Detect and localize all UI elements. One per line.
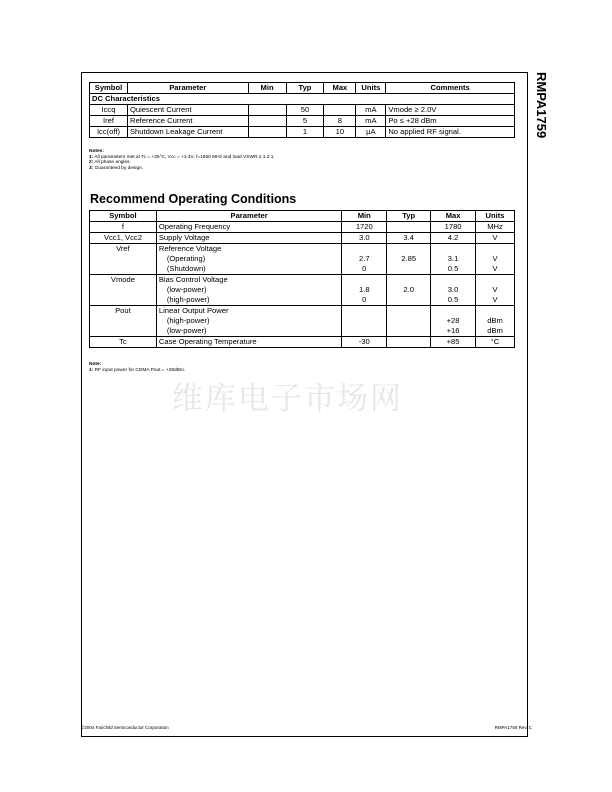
- cell-line: [344, 244, 384, 254]
- min-cell: [342, 233, 387, 244]
- cell-line: 3.1: [447, 254, 459, 263]
- notes-title: Note:: [89, 362, 102, 367]
- cell-line: [389, 306, 428, 316]
- note-block: [89, 362, 185, 373]
- cell-line: V: [492, 264, 498, 273]
- cell-line: +85: [446, 337, 460, 346]
- typ-cell: [387, 337, 431, 348]
- cell-line: 3.0: [447, 285, 459, 294]
- cell-line: Supply Voltage: [158, 233, 210, 242]
- param-cell: [156, 306, 341, 337]
- units-cell: [476, 306, 515, 337]
- cell-line: [389, 326, 428, 336]
- table-cell: Icc(off): [90, 127, 128, 138]
- param-cell: [156, 337, 341, 348]
- typ-cell: [387, 244, 431, 275]
- note-item: [89, 368, 185, 374]
- table-cell: 1: [286, 127, 324, 138]
- table-cell: No applied RF signal.: [386, 127, 515, 138]
- table-cell: Shutdown Leakage Current: [127, 127, 248, 138]
- cell-line: 3.0: [359, 233, 370, 242]
- note-item: [89, 166, 275, 172]
- units-cell: [476, 222, 515, 233]
- symbol-cell: Vcc1, Vcc2: [90, 233, 157, 244]
- table-row: [90, 275, 515, 306]
- cell-line: dBm: [487, 316, 503, 325]
- column-header: Symbol: [90, 83, 128, 94]
- units-cell: [476, 233, 515, 244]
- cell-line: +28: [446, 316, 460, 325]
- table-row: [90, 127, 515, 138]
- table-cell: Reference Current: [127, 116, 248, 127]
- typ-cell: [387, 233, 431, 244]
- cell-line: (high-power): [166, 295, 210, 304]
- cell-line: [389, 264, 428, 274]
- table-cell: [248, 127, 286, 138]
- min-cell: [342, 222, 387, 233]
- column-header: Units: [356, 83, 386, 94]
- symbol-cell: Vref: [90, 244, 157, 275]
- cell-line: [389, 244, 428, 254]
- param-cell: [156, 244, 341, 275]
- section-title: DC Characteristics: [90, 94, 515, 105]
- table-row: [90, 222, 515, 233]
- units-cell: [476, 337, 515, 348]
- typ-cell: [387, 222, 431, 233]
- symbol-cell: Vmode: [90, 275, 157, 306]
- cell-line: 0.5: [447, 264, 459, 273]
- param-cell: [156, 222, 341, 233]
- cell-line: (Shutdown): [166, 264, 206, 273]
- section-heading: Recommend Operating Conditions: [90, 192, 297, 206]
- table-cell: Quiescent Current: [127, 105, 248, 116]
- symbol-cell: Pout: [90, 306, 157, 337]
- cell-line: [433, 244, 473, 254]
- cell-line: 4.2: [447, 233, 459, 242]
- cell-line: [344, 275, 384, 285]
- table-row: [90, 306, 515, 337]
- column-header: Parameter: [127, 83, 248, 94]
- max-cell: [431, 306, 476, 337]
- table-row: [90, 244, 515, 275]
- param-cell: [156, 275, 341, 306]
- max-cell: [431, 275, 476, 306]
- table-row: [90, 116, 515, 127]
- cell-line: V: [492, 233, 498, 242]
- cell-line: +16: [446, 326, 460, 335]
- min-cell: [342, 306, 387, 337]
- cell-line: 0: [362, 264, 367, 273]
- table-cell: [248, 116, 286, 127]
- symbol-cell: Tc: [90, 337, 157, 348]
- cell-line: [389, 275, 428, 285]
- table-cell: 8: [324, 116, 356, 127]
- max-cell: [431, 233, 476, 244]
- table-cell: mA: [356, 116, 386, 127]
- cell-line: 2.7: [359, 254, 370, 263]
- cell-line: [478, 244, 512, 254]
- column-header: Comments: [386, 83, 515, 94]
- cell-line: [478, 306, 512, 316]
- cell-line: [389, 295, 428, 305]
- column-header: Max: [324, 83, 356, 94]
- notes-block: [89, 149, 275, 171]
- dc-characteristics-table: [89, 82, 515, 138]
- max-cell: [431, 244, 476, 275]
- typ-cell: [387, 306, 431, 337]
- min-cell: [342, 275, 387, 306]
- column-header: Typ: [387, 211, 431, 222]
- cell-line: Bias Control Voltage: [158, 275, 228, 284]
- column-header: Min: [248, 83, 286, 94]
- table-cell: Vmode ≥ 2.0V: [386, 105, 515, 116]
- table-row: [90, 337, 515, 348]
- cell-line: 0: [362, 295, 367, 304]
- cell-line: 2.0: [403, 285, 414, 294]
- param-cell: [156, 233, 341, 244]
- cell-line: [344, 326, 384, 336]
- cell-line: -30: [358, 337, 370, 346]
- cell-line: Reference Voltage: [158, 244, 222, 253]
- note-text: All phase angles.: [94, 160, 131, 166]
- note-text: All parameters met at Tc = +25°C, Vcc = +3.4V, f=1950 MHz and load VSWR ≤ 1.2:1.: [94, 154, 275, 160]
- cell-line: 1720: [355, 222, 373, 231]
- cell-line: MHz: [487, 222, 503, 231]
- max-cell: [431, 222, 476, 233]
- cell-line: 3.4: [403, 233, 414, 242]
- cell-line: [344, 306, 384, 316]
- cell-line: 0.5: [447, 295, 459, 304]
- cell-line: 1.8: [359, 285, 370, 294]
- min-cell: [342, 244, 387, 275]
- cell-line: (high-power): [166, 316, 210, 325]
- cell-line: (Operating): [166, 254, 206, 263]
- cell-line: [433, 275, 473, 285]
- cell-line: [344, 316, 384, 326]
- cell-line: [389, 337, 428, 347]
- table-cell: 5: [286, 116, 324, 127]
- table-cell: mA: [356, 105, 386, 116]
- column-header: Max: [431, 211, 476, 222]
- min-cell: [342, 337, 387, 348]
- watermark: 维库电子市场网: [172, 381, 403, 417]
- cell-line: [433, 306, 473, 316]
- table-cell: Iref: [90, 116, 128, 127]
- units-cell: [476, 244, 515, 275]
- cell-line: [478, 275, 512, 285]
- cell-line: °C: [490, 337, 500, 346]
- cell-line: Operating Frequency: [158, 222, 231, 231]
- cell-line: 1780: [444, 222, 462, 231]
- symbol-cell: f: [90, 222, 157, 233]
- table-cell: 50: [286, 105, 324, 116]
- table-cell: 10: [324, 127, 356, 138]
- side-title: [533, 72, 549, 162]
- column-header: Units: [476, 211, 515, 222]
- units-cell: [476, 275, 515, 306]
- note-text: RF input power for CDMA Pout = +28dBm.: [94, 367, 186, 373]
- note-number: 2:: [89, 160, 94, 166]
- cell-line: [389, 316, 428, 326]
- typ-cell: [387, 275, 431, 306]
- note-number: 3:: [89, 165, 94, 171]
- column-header: Parameter: [156, 211, 341, 222]
- max-cell: [431, 337, 476, 348]
- table-cell: μA: [356, 127, 386, 138]
- cell-line: Linear Output Power: [158, 306, 229, 315]
- table-row: [90, 233, 515, 244]
- note-text: Guaranteed by design.: [94, 165, 144, 171]
- part-number-vertical: RMPA1759: [534, 72, 549, 139]
- column-header: Min: [342, 211, 387, 222]
- cell-line: V: [492, 254, 498, 263]
- cell-line: (low-power): [166, 285, 207, 294]
- table-cell: Po ≤ +28 dBm: [386, 116, 515, 127]
- cell-line: 2.85: [401, 254, 417, 263]
- footer-copyright: ©2004 Fairchild Semiconductor Corporation: [81, 725, 169, 730]
- footer-revision: RMPA1759 Rev. C: [494, 725, 532, 730]
- note-number: 1:: [89, 154, 94, 160]
- column-header: Symbol: [90, 211, 157, 222]
- notes-title: Notes:: [89, 149, 104, 154]
- cell-line: (low-power): [166, 326, 207, 335]
- cell-line: [389, 222, 428, 232]
- table-cell: [324, 105, 356, 116]
- note-number: 1:: [89, 367, 94, 373]
- table-cell: [248, 105, 286, 116]
- cell-line: dBm: [487, 326, 503, 335]
- cell-line: V: [492, 295, 498, 304]
- table-cell: Iccq: [90, 105, 128, 116]
- cell-line: V: [492, 285, 498, 294]
- cell-line: Case Operating Temperature: [158, 337, 257, 346]
- operating-conditions-table: [89, 210, 515, 348]
- column-header: Typ: [286, 83, 324, 94]
- table-row: [90, 105, 515, 116]
